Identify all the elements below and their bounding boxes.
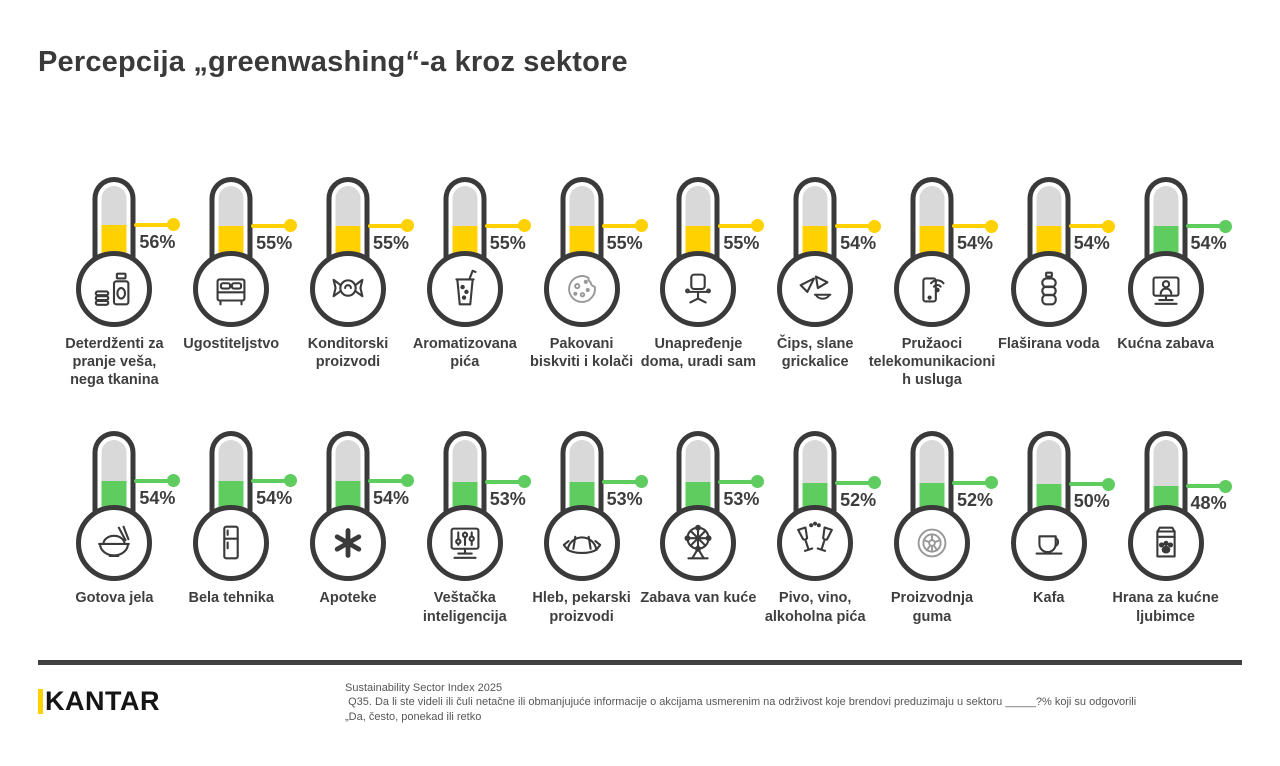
value-marker-line — [485, 224, 521, 228]
value-marker-line — [368, 479, 404, 483]
sector-card — [173, 431, 293, 607]
thermometer-bulb — [310, 251, 386, 327]
thermometer — [874, 177, 993, 327]
thermometer-bulb — [777, 251, 853, 327]
champagne-glasses-icon — [792, 520, 838, 566]
thermometer-empty-track — [1036, 440, 1061, 484]
thermometer-empty-track — [569, 440, 594, 481]
sector-card — [56, 177, 176, 389]
croissant-icon — [559, 520, 605, 566]
value-label: 55% — [723, 232, 760, 253]
value-marker-line — [485, 480, 521, 484]
page-title: Percepcija „greenwashing“-a kroz sektore — [38, 46, 628, 78]
value-label: 52% — [956, 489, 993, 510]
footer-divider — [38, 660, 1242, 665]
value-label: 52% — [840, 489, 877, 510]
value-marker-line — [1069, 224, 1105, 228]
thermometer-empty-track — [686, 440, 711, 481]
kantar-logo — [38, 685, 160, 716]
value-label: 50% — [1073, 491, 1110, 512]
sector-card — [173, 177, 293, 353]
value-label: 54% — [372, 487, 409, 508]
sector-card — [868, 177, 996, 389]
sector-label: Apoteke — [319, 590, 377, 607]
thermometer-empty-track — [919, 440, 944, 482]
sector-card — [1107, 431, 1227, 625]
thermometer — [173, 177, 293, 327]
value-marker-line — [952, 224, 988, 228]
thermometer — [874, 431, 993, 581]
sector-label: Pakovani biskviti i kolači — [530, 336, 634, 371]
sector-label: Aromatizovana pića — [412, 336, 517, 371]
sector-card — [290, 431, 407, 607]
sector-card — [1107, 177, 1227, 353]
thermometer-empty-track — [219, 186, 244, 226]
pet-food-icon — [1143, 520, 1189, 566]
thermometer-bulb — [1128, 505, 1204, 581]
pharmacy-asterisk-icon — [325, 520, 371, 566]
thermometer-bulb — [1011, 505, 1087, 581]
thermometer-chart — [0, 177, 1280, 626]
candy-icon — [325, 266, 371, 312]
thermometer-bulb — [1128, 251, 1204, 327]
sector-label: Bela tehnika — [188, 590, 274, 607]
value-label: 54% — [840, 233, 877, 254]
thermometer — [56, 177, 176, 327]
soft-drink-icon — [442, 266, 488, 312]
fridge-icon — [208, 520, 254, 566]
thermometer-bulb — [894, 251, 970, 327]
source-line-3: „Da, često, ponekad ili retko — [345, 711, 482, 724]
value-marker-line — [368, 224, 404, 228]
thermometer-bulb — [777, 505, 853, 581]
tire-icon — [909, 520, 955, 566]
rice-bowl-icon — [91, 520, 137, 566]
sector-card — [757, 431, 877, 625]
sector-card — [406, 177, 526, 371]
sector-label: Hrana za kućne ljubimce — [1112, 590, 1219, 625]
thermometer-empty-track — [452, 440, 477, 481]
sector-label: Čips, slane grickalice — [776, 336, 854, 371]
thermometer-empty-track — [803, 186, 828, 226]
sector-label: Unapređenje doma, uradi sam — [640, 336, 756, 371]
sector-label: Konditorski proizvodi — [307, 336, 389, 371]
value-label: 54% — [1073, 233, 1110, 254]
sector-card — [757, 177, 877, 371]
value-label: 55% — [606, 232, 643, 253]
thermometer — [991, 431, 1110, 581]
thermometer-empty-track — [1036, 186, 1061, 226]
thermometer — [56, 431, 176, 581]
kantar-logo-accent-bar — [38, 689, 43, 714]
thermometer-bulb — [310, 505, 386, 581]
thermometer — [173, 431, 293, 581]
thermometer-bulb — [660, 251, 736, 327]
source-note — [345, 681, 1136, 726]
sector-label: Veštačka inteligencija — [422, 590, 507, 625]
thermometer — [757, 177, 877, 327]
sector-label: Zabava van kuće — [640, 590, 757, 607]
sector-card — [523, 431, 643, 625]
thermometer-empty-track — [335, 186, 360, 226]
thermometer-row-2 — [56, 431, 1227, 625]
footer — [38, 681, 1242, 724]
source-line-1: Sustainability Sector Index 2025 — [345, 681, 503, 694]
smartphone-wifi-icon — [909, 266, 955, 312]
value-marker-line — [718, 224, 754, 228]
ai-monitor-icon — [442, 520, 488, 566]
thermometer-bulb — [427, 251, 503, 327]
thermometer — [290, 431, 409, 581]
value-marker-line — [718, 480, 754, 484]
sector-card — [640, 431, 760, 607]
value-label: 56% — [139, 231, 176, 252]
thermometer — [1108, 177, 1227, 327]
thermometer — [991, 177, 1110, 327]
value-marker-dot — [1219, 480, 1232, 493]
sector-card — [290, 177, 407, 371]
sector-card — [523, 177, 643, 371]
value-marker-line — [1186, 224, 1222, 228]
thermometer — [757, 431, 877, 581]
thermometer-bulb — [1011, 251, 1087, 327]
source-line-2: Q35. Da li ste videli ili čuli netačne ili obmanjujuće informacije o akcijama usmerenim na održivost koje brendovi preduzimaju u sektoru _____?% koji su odgovorili — [345, 696, 1137, 709]
sector-label: Pružaoci telekomunikacionih usluga — [868, 336, 996, 389]
value-marker-line — [134, 479, 170, 483]
thermometer-empty-track — [102, 186, 127, 225]
value-marker-line — [251, 479, 287, 483]
thermometer — [407, 177, 526, 327]
thermometer-bulb — [660, 505, 736, 581]
bed-icon — [208, 266, 254, 312]
thermometer — [640, 177, 760, 327]
thermometer-bulb — [427, 505, 503, 581]
value-marker-line — [134, 223, 170, 227]
thermometer-empty-track — [335, 440, 360, 480]
value-label: 54% — [139, 487, 176, 508]
sector-label: Hleb, pekarski proizvodi — [532, 590, 631, 625]
sector-label: Proizvodnja guma — [890, 590, 974, 625]
value-marker-line — [1069, 482, 1105, 486]
value-marker-line — [602, 480, 638, 484]
laundry-detergent-icon — [91, 266, 137, 312]
thermometer — [1108, 431, 1227, 581]
kantar-logo-text: KANTAR — [45, 685, 160, 716]
thermometer-empty-track — [1153, 440, 1178, 486]
value-label: 54% — [1190, 233, 1227, 254]
value-label: 53% — [489, 488, 526, 509]
value-label: 54% — [256, 487, 293, 508]
thermometer — [290, 177, 409, 327]
sector-card — [990, 177, 1110, 353]
value-marker-line — [952, 481, 988, 485]
office-chair-icon — [675, 266, 721, 312]
coffee-cup-icon — [1026, 520, 1072, 566]
sector-label: Pivo, vino, alkoholna pića — [764, 590, 866, 625]
sector-label: Kafa — [1033, 590, 1065, 607]
thermometer — [407, 431, 526, 581]
thermometer-empty-track — [219, 440, 244, 480]
thermometer-empty-track — [102, 440, 127, 480]
sector-label: Ugostiteljstvo — [183, 336, 280, 352]
value-marker-line — [602, 224, 638, 228]
thermometer-bulb — [76, 251, 152, 327]
sector-label: Deterdženti za pranje veša, nega tkanina — [65, 336, 164, 389]
thermometer-empty-track — [686, 186, 711, 226]
thermometer-bulb — [544, 505, 620, 581]
value-label: 53% — [723, 488, 760, 509]
sector-card — [406, 431, 526, 625]
value-marker-line — [835, 224, 871, 228]
value-label: 48% — [1190, 493, 1227, 514]
cookie-icon — [559, 266, 605, 312]
value-marker-line — [251, 224, 287, 228]
water-bottle-icon — [1026, 266, 1072, 312]
monitor-person-icon — [1143, 266, 1189, 312]
value-label: 55% — [489, 232, 526, 253]
thermometer-bulb — [76, 505, 152, 581]
thermometer-empty-track — [919, 186, 944, 226]
thermometer-empty-track — [1153, 186, 1178, 226]
chips-icon — [792, 266, 838, 312]
value-marker-line — [835, 481, 871, 485]
thermometer — [640, 431, 760, 581]
sector-label: Kućna zabava — [1117, 336, 1214, 352]
sector-label: Gotova jela — [75, 590, 154, 607]
thermometer-empty-track — [569, 186, 594, 226]
value-label: 55% — [256, 232, 293, 253]
thermometer-empty-track — [452, 186, 477, 226]
sector-card — [56, 431, 176, 607]
thermometer-row-1 — [56, 177, 1227, 389]
thermometer-empty-track — [803, 440, 828, 482]
thermometer — [524, 177, 643, 327]
thermometer-bulb — [544, 251, 620, 327]
thermometer-bulb — [894, 505, 970, 581]
value-label: 54% — [956, 233, 993, 254]
value-marker-dot — [1219, 220, 1232, 233]
thermometer — [524, 431, 643, 581]
sector-label: Flaširana voda — [998, 336, 1100, 352]
sector-card — [874, 431, 991, 625]
sector-card — [990, 431, 1110, 607]
thermometer-bulb — [193, 505, 269, 581]
sector-card — [640, 177, 760, 371]
thermometer-bulb — [193, 251, 269, 327]
value-label: 55% — [372, 232, 409, 253]
ferris-wheel-icon — [675, 520, 721, 566]
value-marker-line — [1186, 484, 1222, 488]
value-label: 53% — [606, 488, 643, 509]
